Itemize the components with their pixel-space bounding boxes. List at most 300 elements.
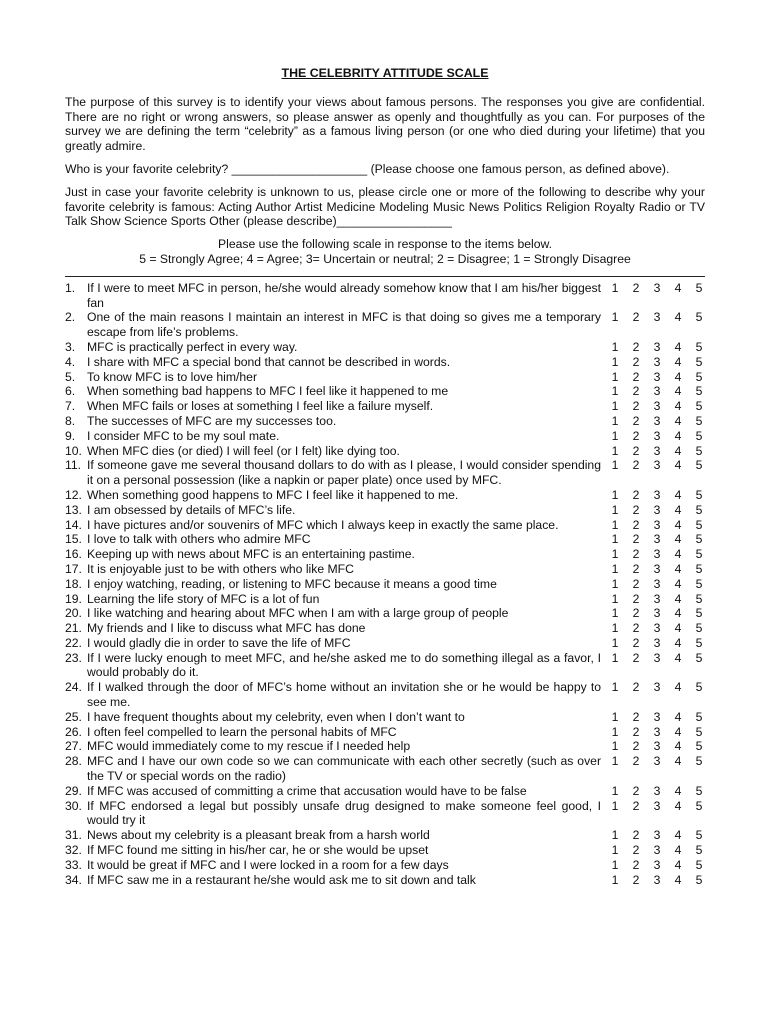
rating-scale [609,784,705,799]
rating-option-1[interactable]: 1 [611,739,619,754]
item-text: I often feel compelled to learn the personal habits of MFC [87,724,397,739]
rating-option-2[interactable]: 2 [632,843,640,858]
item-text: I have frequent thoughts about my celebrity, even when I don’t want to [87,709,465,724]
rating-option-1[interactable]: 1 [611,354,619,369]
rating-option-2[interactable]: 2 [632,443,640,458]
rating-option-2[interactable]: 2 [632,650,640,665]
item-text: I would gladly die in order to save the life of MFC [87,635,351,650]
list-item [65,858,705,873]
rating-option-2[interactable]: 2 [632,413,640,428]
divider [65,276,705,277]
rating-option-4[interactable]: 4 [674,606,682,621]
rating-option-4[interactable]: 4 [674,635,682,650]
rating-scale [609,370,705,385]
rating-option-4[interactable]: 4 [674,724,682,739]
rating-option-4[interactable]: 4 [674,709,682,724]
item-list [65,281,705,888]
item-number: 20. [65,606,82,621]
item-text: When something bad happens to MFC I feel like it happened to me [87,384,449,399]
item-number: 21. [65,621,82,636]
rating-option-4[interactable]: 4 [674,561,682,576]
list-item [65,414,705,429]
rating-option-1[interactable]: 1 [611,428,619,443]
rating-scale [609,399,705,414]
rating-option-2[interactable]: 2 [632,428,640,443]
rating-scale [609,355,705,370]
item-text: If someone gave me several thousand dollars to do with as I please, I would consider spending it on a personal possession (like a napkin or paper plate) once used by MFC. [87,458,601,488]
list-item [65,429,705,444]
rating-option-1[interactable]: 1 [611,399,619,414]
rating-scale [609,636,705,651]
scale-legend: 5 = Strongly Agree; 4 = Agree; 3= Uncertain or neutral; 2 = Disagree; 1 = Strongly Disagree [139,251,631,266]
rating-option-2[interactable]: 2 [632,354,640,369]
rating-option-2[interactable]: 2 [632,709,640,724]
rating-option-1[interactable]: 1 [611,857,619,872]
rating-option-1[interactable]: 1 [611,650,619,665]
rating-option-5[interactable]: 5 [695,680,703,695]
rating-scale [609,384,705,399]
rating-option-4[interactable]: 4 [674,384,682,399]
rating-option-1[interactable]: 1 [611,547,619,562]
item-text: I like watching and hearing about MFC when I am with a large group of people [87,606,509,621]
rating-option-4[interactable]: 4 [674,502,682,517]
rating-option-2[interactable]: 2 [632,280,640,295]
rating-option-2[interactable]: 2 [632,487,640,502]
list-item [65,399,705,414]
item-text: When MFC fails or loses at something I feel like a failure myself. [87,399,434,414]
scale-instruction: Please use the following scale in response to the items below. [218,237,552,252]
item-number: 32. [65,843,82,858]
rating-scale [609,739,705,754]
item-text: Learning the life story of MFC is a lot of fun [87,591,320,606]
rating-option-2[interactable]: 2 [632,399,640,414]
rating-option-3[interactable]: 3 [653,650,661,665]
rating-option-5[interactable]: 5 [695,487,703,502]
rating-scale [609,710,705,725]
rating-option-4[interactable]: 4 [674,339,682,354]
rating-option-2[interactable]: 2 [632,754,640,769]
item-text: MFC would immediately come to my rescue if I needed help [87,739,411,754]
rating-option-3[interactable]: 3 [653,517,661,532]
rating-option-4[interactable]: 4 [674,576,682,591]
rating-option-1[interactable]: 1 [611,872,619,887]
item-number: 26. [65,724,82,739]
rating-scale [609,414,705,429]
list-item [65,710,705,725]
rating-option-3[interactable]: 3 [653,547,661,562]
item-number: 9. [65,428,76,443]
rating-option-3[interactable]: 3 [653,606,661,621]
item-number: 15. [65,532,82,547]
rating-option-3[interactable]: 3 [653,280,661,295]
rating-option-4[interactable]: 4 [674,369,682,384]
item-text: I have pictures and/or souvenirs of MFC which I always keep in exactly the same place. [87,517,559,532]
rating-option-4[interactable]: 4 [674,354,682,369]
item-text: When something good happens to MFC I feel like it happened to me. [87,487,459,502]
item-number: 18. [65,576,82,591]
item-number: 16. [65,547,82,562]
rating-option-1[interactable]: 1 [611,339,619,354]
rating-option-5[interactable]: 5 [695,517,703,532]
rating-option-5[interactable]: 5 [695,754,703,769]
rating-option-4[interactable]: 4 [674,650,682,665]
rating-option-2[interactable]: 2 [632,739,640,754]
rating-option-3[interactable]: 3 [653,339,661,354]
rating-option-4[interactable]: 4 [674,443,682,458]
list-item [65,458,705,488]
survey-page [65,66,705,887]
item-number: 5. [65,369,76,384]
rating-option-3[interactable]: 3 [653,487,661,502]
rating-scale [609,518,705,533]
rating-option-1[interactable]: 1 [611,783,619,798]
rating-scale [609,532,705,547]
item-number: 33. [65,857,82,872]
item-text: When MFC dies (or died) I will feel (or I felt) like dying too. [87,443,400,458]
item-text: I share with MFC a special bond that cannot be described in words. [87,354,451,369]
rating-option-5[interactable]: 5 [695,354,703,369]
rating-scale [609,754,705,769]
rating-option-3[interactable]: 3 [653,369,661,384]
list-item [65,636,705,651]
rating-option-2[interactable]: 2 [632,783,640,798]
list-item [65,562,705,577]
list-item [65,384,705,399]
rating-option-1[interactable]: 1 [611,798,619,813]
rating-option-1[interactable]: 1 [611,621,619,636]
rating-option-5[interactable]: 5 [695,591,703,606]
rating-option-2[interactable]: 2 [632,872,640,887]
list-item [65,310,705,340]
intro-paragraph: The purpose of this survey is to identify your views about famous persons. The responses you give are confidential. There are no right or wrong answers, so please answer as openly and thoughtfully as you can. For purposes of the survey we are defining the term “celebrity” as a famous living person (or one who died during your lifetime) that you greatly admire. [65,94,705,154]
list-item [65,725,705,740]
item-number: 31. [65,828,82,843]
rating-option-4[interactable]: 4 [674,280,682,295]
rating-option-3[interactable]: 3 [653,783,661,798]
document-title: THE CELEBRITY ATTITUDE SCALE [281,66,489,80]
list-item [65,651,705,681]
list-item [65,784,705,799]
item-text: It is enjoyable just to be with others who like MFC [87,561,354,576]
rating-option-3[interactable]: 3 [653,739,661,754]
rating-option-4[interactable]: 4 [674,487,682,502]
item-text: The successes of MFC are my successes too. [87,413,337,428]
rating-option-4[interactable]: 4 [674,828,682,843]
rating-option-4[interactable]: 4 [674,798,682,813]
rating-option-5[interactable]: 5 [695,369,703,384]
rating-option-3[interactable]: 3 [653,621,661,636]
rating-option-2[interactable]: 2 [632,502,640,517]
item-number: 11. [65,458,82,473]
list-item [65,873,705,888]
list-item [65,547,705,562]
favorite-celebrity-prompt: Who is your favorite celebrity? ____________________ (Please choose one famous person, as defined above). [65,161,670,176]
rating-option-5[interactable]: 5 [695,739,703,754]
rating-option-1[interactable]: 1 [611,591,619,606]
item-number: 28. [65,754,82,769]
rating-option-1[interactable]: 1 [611,384,619,399]
list-item [65,843,705,858]
item-number: 27. [65,739,82,754]
rating-option-5[interactable]: 5 [695,399,703,414]
rating-option-3[interactable]: 3 [653,754,661,769]
list-item [65,355,705,370]
rating-option-1[interactable]: 1 [611,724,619,739]
rating-option-3[interactable]: 3 [653,399,661,414]
rating-option-3[interactable]: 3 [653,428,661,443]
rating-option-1[interactable]: 1 [611,280,619,295]
rating-option-3[interactable]: 3 [653,576,661,591]
list-item [65,518,705,533]
list-item [65,370,705,385]
rating-option-3[interactable]: 3 [653,798,661,813]
rating-option-4[interactable]: 4 [674,739,682,754]
rating-option-1[interactable]: 1 [611,828,619,843]
item-number: 13. [65,502,82,517]
rating-option-3[interactable]: 3 [653,354,661,369]
rating-option-5[interactable]: 5 [695,857,703,872]
rating-option-4[interactable]: 4 [674,857,682,872]
rating-option-5[interactable]: 5 [695,561,703,576]
list-item [65,532,705,547]
rating-option-2[interactable]: 2 [632,458,640,473]
list-item [65,606,705,621]
rating-option-5[interactable]: 5 [695,576,703,591]
rating-option-4[interactable]: 4 [674,458,682,473]
list-item [65,281,705,311]
rating-option-5[interactable]: 5 [695,872,703,887]
rating-scale [609,562,705,577]
item-number: 30. [65,798,82,813]
rating-option-4[interactable]: 4 [674,532,682,547]
item-number: 3. [65,339,76,354]
rating-option-5[interactable]: 5 [695,828,703,843]
rating-scale [609,503,705,518]
rating-option-3[interactable]: 3 [653,310,661,325]
rating-option-4[interactable]: 4 [674,783,682,798]
rating-scale [609,858,705,873]
rating-option-5[interactable]: 5 [695,384,703,399]
rating-option-1[interactable]: 1 [611,532,619,547]
rating-option-3[interactable]: 3 [653,709,661,724]
rating-option-3[interactable]: 3 [653,561,661,576]
rating-option-2[interactable]: 2 [632,798,640,813]
rating-option-3[interactable]: 3 [653,724,661,739]
rating-option-1[interactable]: 1 [611,487,619,502]
rating-option-3[interactable]: 3 [653,413,661,428]
rating-option-1[interactable]: 1 [611,680,619,695]
rating-option-4[interactable]: 4 [674,872,682,887]
rating-option-1[interactable]: 1 [611,458,619,473]
rating-scale [609,281,705,296]
rating-option-5[interactable]: 5 [695,843,703,858]
item-number: 14. [65,517,82,532]
rating-option-2[interactable]: 2 [632,517,640,532]
rating-option-5[interactable]: 5 [695,621,703,636]
rating-option-1[interactable]: 1 [611,576,619,591]
rating-option-5[interactable]: 5 [695,783,703,798]
rating-option-3[interactable]: 3 [653,458,661,473]
rating-scale [609,547,705,562]
rating-option-1[interactable]: 1 [611,502,619,517]
rating-option-4[interactable]: 4 [674,428,682,443]
rating-option-5[interactable]: 5 [695,413,703,428]
rating-option-3[interactable]: 3 [653,680,661,695]
item-text: My friends and I like to discuss what MFC has done [87,621,366,636]
rating-option-2[interactable]: 2 [632,621,640,636]
rating-option-2[interactable]: 2 [632,680,640,695]
rating-option-5[interactable]: 5 [695,443,703,458]
list-item [65,621,705,636]
item-text: MFC is practically perfect in every way. [87,339,298,354]
rating-option-5[interactable]: 5 [695,532,703,547]
rating-option-4[interactable]: 4 [674,399,682,414]
rating-option-5[interactable]: 5 [695,428,703,443]
item-text: News about my celebrity is a pleasant break from a harsh world [87,828,430,843]
list-item [65,503,705,518]
rating-option-2[interactable]: 2 [632,591,640,606]
item-text: I enjoy watching, reading, or listening to MFC because it means a good time [87,576,497,591]
rating-scale [609,606,705,621]
rating-option-5[interactable]: 5 [695,798,703,813]
item-number: 34. [65,872,82,887]
rating-option-2[interactable]: 2 [632,635,640,650]
rating-scale [609,651,705,666]
rating-option-4[interactable]: 4 [674,621,682,636]
rating-option-1[interactable]: 1 [611,561,619,576]
rating-option-5[interactable]: 5 [695,310,703,325]
item-text: MFC and I have our own code so we can communicate with each other secretly (such as over the TV or special words on the radio) [87,754,601,784]
rating-option-2[interactable]: 2 [632,532,640,547]
rating-option-5[interactable]: 5 [695,502,703,517]
rating-option-5[interactable]: 5 [695,650,703,665]
item-text: It would be great if MFC and I were locked in a room for a few days [87,857,449,872]
rating-scale [609,680,705,695]
list-item [65,340,705,355]
rating-option-4[interactable]: 4 [674,547,682,562]
item-text: If I walked through the door of MFC’s home without an invitation she or he would be happy to see me. [87,680,601,710]
unknown-celebrity-prompt: Just in case your favorite celebrity is unknown to us, please circle one or more of the following to describe why your favorite celebrity is famous: Acting Author Artist Medicine Modeling Music News Politics Religion Royalty Radio or TV Talk Show Science Sports Other (please describe)_________________ [65,184,705,229]
rating-option-4[interactable]: 4 [674,680,682,695]
rating-option-1[interactable]: 1 [611,517,619,532]
rating-option-3[interactable]: 3 [653,443,661,458]
rating-scale [609,621,705,636]
rating-scale [609,310,705,325]
list-item [65,739,705,754]
rating-scale [609,843,705,858]
rating-option-1[interactable]: 1 [611,443,619,458]
rating-option-3[interactable]: 3 [653,635,661,650]
rating-option-2[interactable]: 2 [632,369,640,384]
item-number: 1. [65,280,76,295]
rating-option-3[interactable]: 3 [653,591,661,606]
rating-option-5[interactable]: 5 [695,339,703,354]
rating-option-5[interactable]: 5 [695,280,703,295]
rating-option-5[interactable]: 5 [695,606,703,621]
list-item [65,799,705,829]
rating-option-1[interactable]: 1 [611,709,619,724]
rating-option-3[interactable]: 3 [653,872,661,887]
rating-scale [609,444,705,459]
rating-scale [609,873,705,888]
list-item [65,828,705,843]
rating-option-2[interactable]: 2 [632,384,640,399]
rating-option-5[interactable]: 5 [695,724,703,739]
rating-option-3[interactable]: 3 [653,502,661,517]
list-item [65,754,705,784]
rating-option-3[interactable]: 3 [653,532,661,547]
rating-option-4[interactable]: 4 [674,310,682,325]
rating-option-2[interactable]: 2 [632,310,640,325]
rating-option-4[interactable]: 4 [674,843,682,858]
rating-option-1[interactable]: 1 [611,413,619,428]
rating-option-2[interactable]: 2 [632,857,640,872]
rating-option-5[interactable]: 5 [695,635,703,650]
item-text: I am obsessed by details of MFC’s life. [87,502,296,517]
item-text: If MFC endorsed a legal but possibly unsafe drug designed to make someone feel good, I would try it [87,798,601,828]
rating-option-5[interactable]: 5 [695,709,703,724]
rating-option-2[interactable]: 2 [632,547,640,562]
rating-scale [609,577,705,592]
rating-option-1[interactable]: 1 [611,606,619,621]
item-text: One of the main reasons I maintain an interest in MFC is that doing so gives me a temporary escape from life’s problems. [87,310,601,340]
rating-scale [609,725,705,740]
rating-option-2[interactable]: 2 [632,576,640,591]
rating-scale [609,429,705,444]
rating-option-2[interactable]: 2 [632,606,640,621]
rating-scale [609,340,705,355]
item-text: If MFC found me sitting in his/her car, he or she would be upset [87,843,429,858]
rating-option-1[interactable]: 1 [611,369,619,384]
rating-option-3[interactable]: 3 [653,857,661,872]
rating-option-4[interactable]: 4 [674,413,682,428]
item-number: 8. [65,413,76,428]
rating-option-2[interactable]: 2 [632,339,640,354]
rating-option-2[interactable]: 2 [632,724,640,739]
item-number: 29. [65,783,82,798]
rating-option-4[interactable]: 4 [674,591,682,606]
rating-option-3[interactable]: 3 [653,828,661,843]
rating-option-1[interactable]: 1 [611,843,619,858]
item-number: 6. [65,384,76,399]
item-number: 25. [65,709,82,724]
item-number: 7. [65,399,76,414]
item-number: 17. [65,561,82,576]
rating-scale [609,799,705,814]
rating-option-5[interactable]: 5 [695,547,703,562]
rating-option-3[interactable]: 3 [653,384,661,399]
item-number: 22. [65,635,82,650]
list-item [65,444,705,459]
rating-scale [609,458,705,473]
rating-option-1[interactable]: 1 [611,635,619,650]
rating-option-1[interactable]: 1 [611,754,619,769]
rating-option-2[interactable]: 2 [632,561,640,576]
item-number: 2. [65,310,76,325]
item-number: 19. [65,591,82,606]
item-text: I consider MFC to be my soul mate. [87,428,280,443]
item-number: 4. [65,354,76,369]
item-text: If I were to meet MFC in person, he/she would already somehow know that I am his/her biggest fan [87,280,601,310]
item-number: 23. [65,650,82,665]
rating-option-2[interactable]: 2 [632,828,640,843]
rating-option-1[interactable]: 1 [611,310,619,325]
rating-option-4[interactable]: 4 [674,754,682,769]
rating-option-4[interactable]: 4 [674,517,682,532]
rating-scale [609,828,705,843]
rating-option-5[interactable]: 5 [695,458,703,473]
rating-option-3[interactable]: 3 [653,843,661,858]
